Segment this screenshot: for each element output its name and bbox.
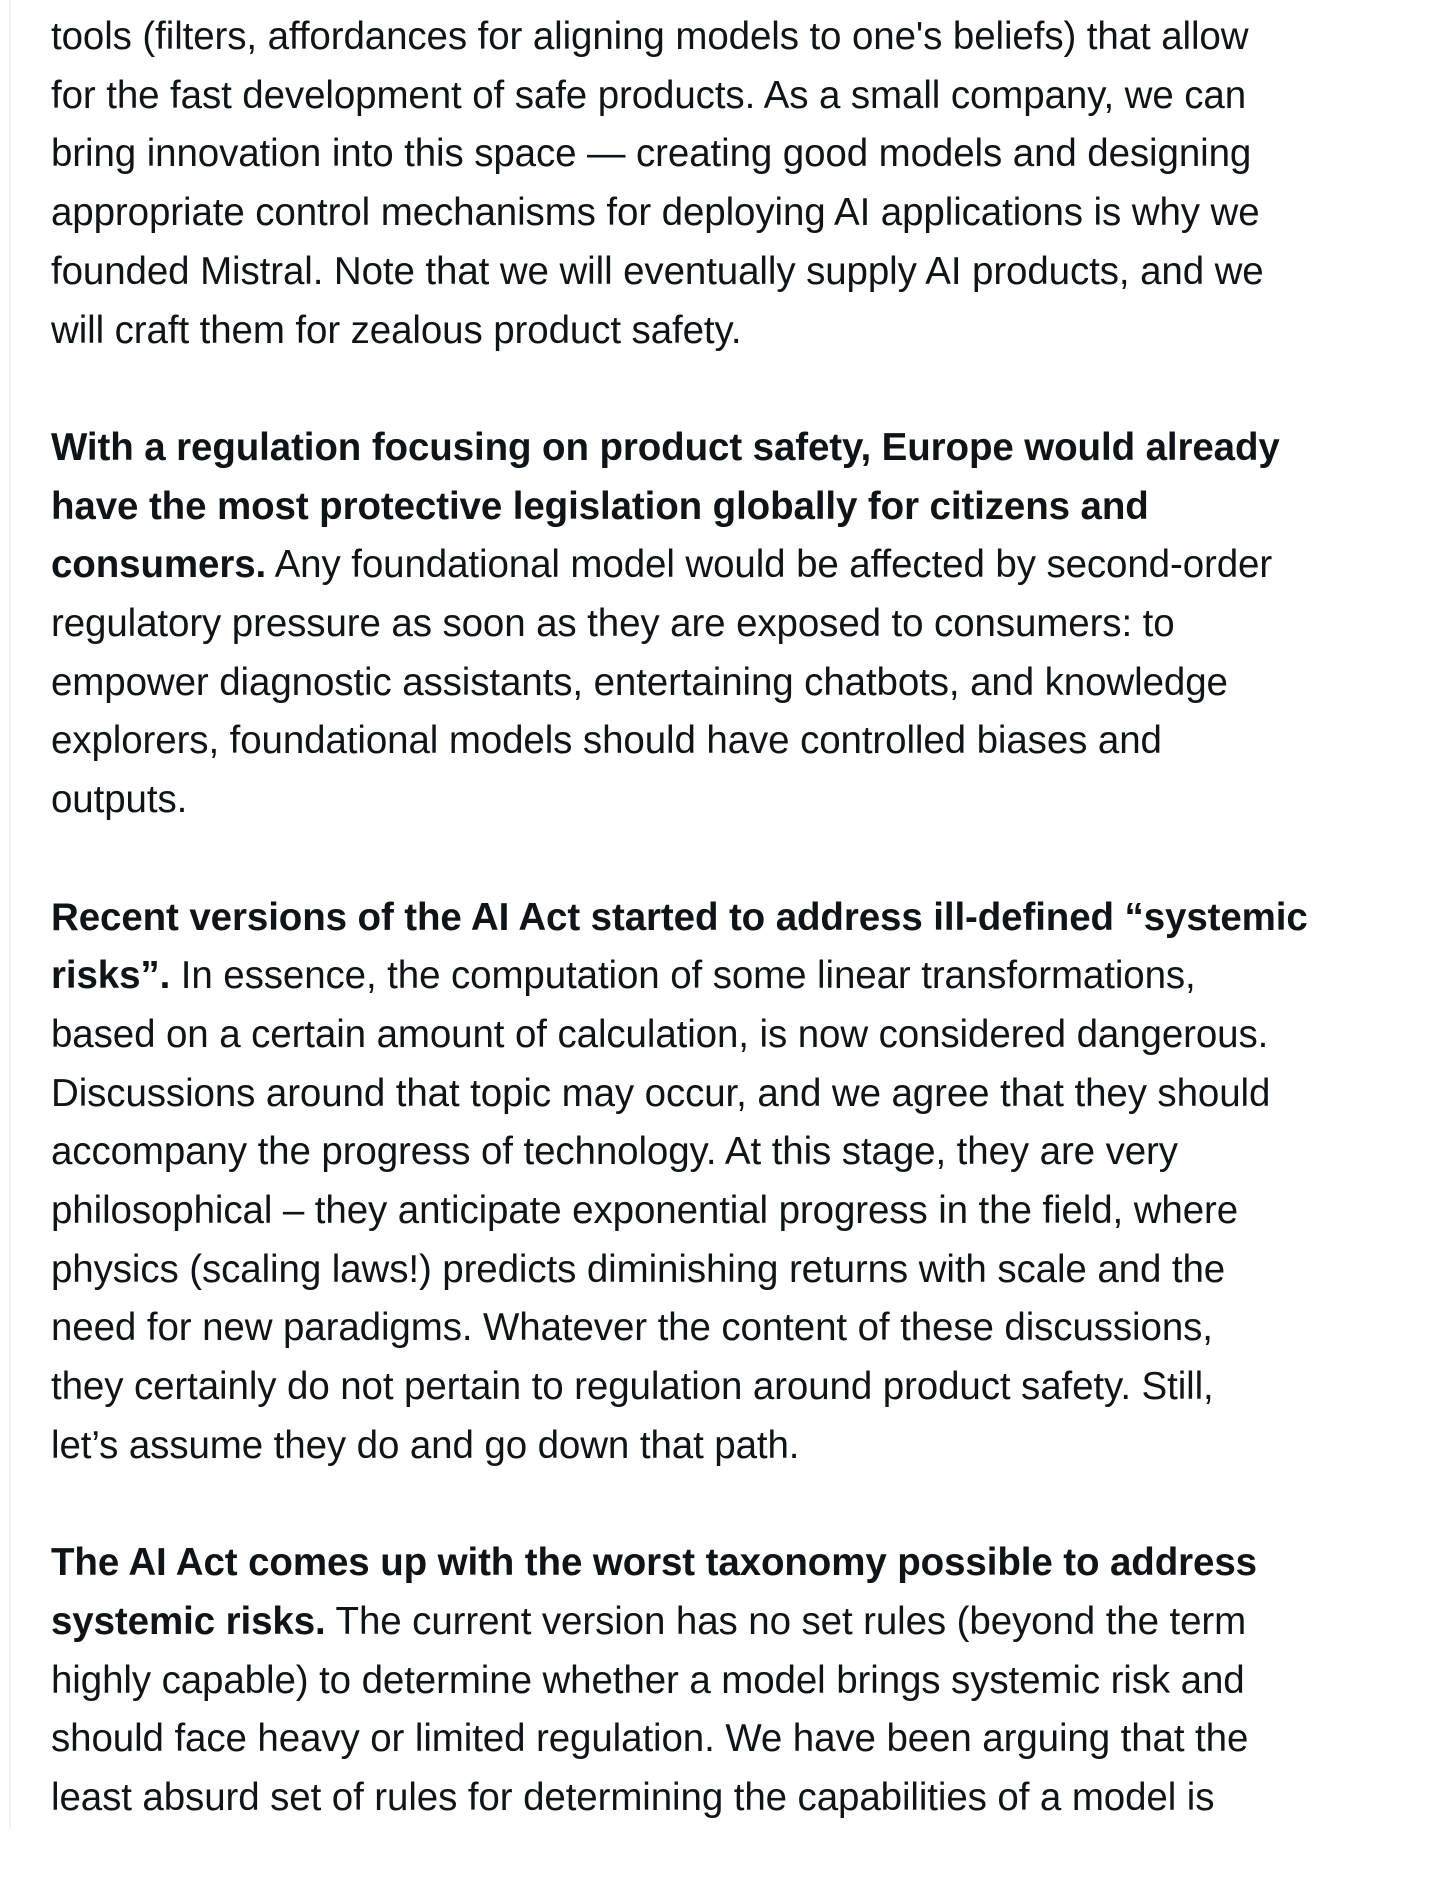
text-line <box>51 1710 1451 1769</box>
text-line <box>51 1652 1451 1711</box>
body-text: accompany the progress of technology. At this stage, they are very <box>51 1130 1178 1174</box>
bold-lead-text: risks”. <box>51 954 171 998</box>
bold-lead-text: Recent versions of the AI Act started to address ill-defined “systemic <box>51 895 1308 939</box>
bold-lead-text: consumers. <box>51 543 267 587</box>
body-text: The current version has no set rules (beyond the term <box>325 1599 1247 1643</box>
thread-divider-line <box>9 0 11 1828</box>
paragraph-4 <box>51 1534 1451 1828</box>
body-text: Any foundational model would be affected by second-order <box>266 543 1273 587</box>
paragraph-3 <box>51 889 1451 1476</box>
body-text: founded Mistral. Note that we will eventually supply AI products, and we <box>51 249 1264 293</box>
text-line <box>51 947 1451 1006</box>
body-text: let’s assume they do and go down that path. <box>51 1423 800 1467</box>
bold-lead-text: The AI Act comes up with the worst taxonomy possible to address <box>51 1541 1257 1585</box>
body-text: Discussions around that topic may occur, and we agree that they should <box>51 1071 1271 1115</box>
text-line <box>51 1006 1451 1065</box>
body-text: need for new paradigms. Whatever the content of these discussions, <box>51 1306 1213 1350</box>
bold-lead-text: systemic risks. <box>51 1599 326 1643</box>
text-line <box>51 1123 1451 1182</box>
body-text: In essence, the computation of some linear transformations, <box>170 954 1196 998</box>
body-text: they certainly do not pertain to regulation around product safety. Still, <box>51 1365 1214 1409</box>
body-text: physics (scaling laws!) predicts diminishing returns with scale and the <box>51 1247 1226 1291</box>
body-text: empower diagnostic assistants, entertaining chatbots, and knowledge <box>51 660 1228 704</box>
body-text: will craft them for zealous product safety. <box>51 308 742 352</box>
body-text: tools (filters, affordances for aligning models to one's beliefs) that allow <box>51 15 1249 58</box>
text-line <box>51 1065 1451 1124</box>
article-body <box>51 8 1451 1886</box>
body-text: least absurd set of rules for determining the capabilities of a model is <box>51 1776 1215 1820</box>
body-text: based on a certain amount of calculation, is now considered dangerous. <box>51 1012 1269 1056</box>
text-line <box>51 889 1451 948</box>
text-line <box>51 125 1451 184</box>
text-line <box>51 8 1451 67</box>
text-line <box>51 1358 1451 1417</box>
text-line <box>51 419 1451 478</box>
text-line <box>51 1182 1451 1241</box>
text-line <box>51 771 1451 830</box>
body-text: regulatory pressure as soon as they are exposed to consumers: to <box>51 602 1175 646</box>
text-line <box>51 478 1451 537</box>
paragraph-2 <box>51 419 1451 830</box>
text-line <box>51 1299 1451 1358</box>
text-line <box>51 1417 1451 1476</box>
text-line <box>51 595 1451 654</box>
body-text: for the fast development of safe products. As a small company, we can <box>51 73 1247 117</box>
text-line <box>51 1534 1451 1593</box>
body-text: appropriate control mechanisms for deploying AI applications is why we <box>51 191 1260 235</box>
body-text: explorers, foundational models should have controlled biases and <box>51 719 1162 763</box>
bold-lead-text: With a regulation focusing on product safety, Europe would already <box>51 425 1280 469</box>
text-line <box>51 1241 1451 1300</box>
text-line <box>51 712 1451 771</box>
text-line <box>51 1769 1451 1828</box>
text-line <box>51 243 1451 302</box>
body-text: should face heavy or limited regulation. We have been arguing that the <box>51 1717 1249 1761</box>
bold-lead-text: have the most protective legislation globally for citizens and <box>51 484 1149 528</box>
body-text: bring innovation into this space — creating good models and designing <box>51 132 1252 176</box>
text-line <box>51 1593 1451 1652</box>
paragraph-1 <box>51 8 1451 360</box>
body-text: highly capable) to determine whether a model brings systemic risk and <box>51 1658 1245 1702</box>
text-line <box>51 536 1451 595</box>
text-line <box>51 184 1451 243</box>
body-text: outputs. <box>51 778 188 822</box>
text-line <box>51 67 1451 126</box>
text-line <box>51 654 1451 713</box>
text-line <box>51 302 1451 361</box>
body-text: philosophical – they anticipate exponential progress in the field, where <box>51 1189 1239 1233</box>
